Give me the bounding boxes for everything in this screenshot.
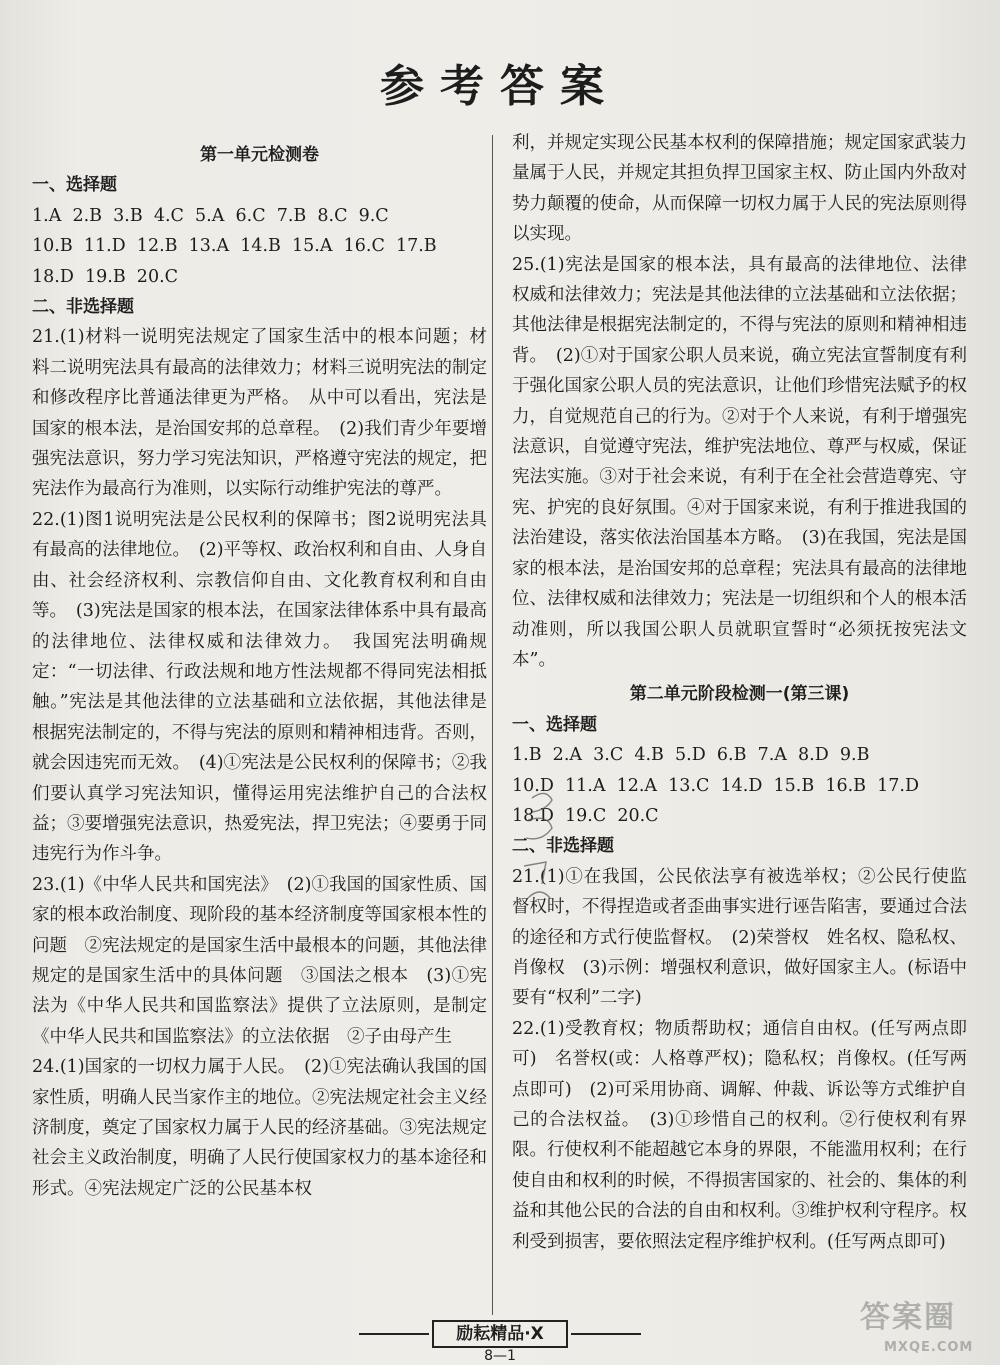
non-choice-heading: 二、非选择题 <box>32 297 134 318</box>
choice-answers-line: 10.B 11.D 12.B 13.A 14.B 15.A 16.C 17.B <box>32 236 437 257</box>
watermark-logo <box>858 1290 974 1362</box>
answer-item-21: 21.(1)①在我国，公民依法享有被选举权；②公民行使监督权时，不得捏造或者歪曲事实进行诬告陷害，要通过合法的途径和方式行使监督权。 (2)荣誉权 姓名权、隐私权、肖像权 (3)示例：增强权利意识，做好国家主人。(标语中要有“权利”二字) <box>512 866 967 1009</box>
answer-item-22: 22.(1)受教育权；物质帮助权；通信自由权。(任写两点即可) 名誉权(或：人格尊严权)；隐私权；肖像权。(任写两点即可) (2)可采用协商、调解、仲裁、诉讼等方式维护自己的合法权益。 (3)①珍惜自己的权利。②行使权利有界限。行使权利不能超越它本身的界限，不能滥用权利；在行使自由和权利的时候，不得损害国家的、社会的、集体的利益和其他公民的合法的自由和权利。③维护权利守程序。权利受到损害，要依照法定程序维护权利。(任写两点即可) <box>512 1018 967 1252</box>
choice-answers-line: 1.B 2.A 3.C 4.B 5.D 6.B 7.A 8.D 9.B <box>512 745 870 766</box>
choice-answers-line: 10.D 11.A 12.A 13.C 14.D 15.B 16.B 17.D <box>512 775 920 796</box>
answer-item-25: 25.(1)宪法是国家的根本法，具有最高的法律地位、法律权威和法律效力；宪法是其他法律的立法基础和立法依据；其他法律是根据宪法制定的，不得与宪法的原则和精神相违背。 (2)①对于国家公职人员来说，确立宪法宣誓制度有利于强化国家公职人员的宪法意识，让他们珍惜宪法赋予的权力，自觉规范自己的行为。②对于个人来说，有利于增强宪法意识，自觉遵守宪法，维护宪法地位、尊严与权威，保证宪法实施。③对于社会来说，有利于在全社会营造尊宪、守宪、护宪的良好氛围。④对于国家来说，有利于推进我国的法治建设，落实依法治国基本方略。 (3)在我国，宪法是国家的根本法，是治国安邦的总章程；宪法具有最高的法律地位、法律权威和法律效力；宪法是一切组织和个人的根本活动准则，所以我国公职人员就职宣誓时“必须抚按宪法文本”。 <box>512 254 967 670</box>
choice-answers-line: 18.D 19.C 20.C <box>512 805 659 826</box>
footer-brand: 励耘精品·X <box>432 1320 568 1348</box>
watermark-main: 答案圈 <box>860 1300 956 1335</box>
answer-item-22: 22.(1)图1说明宪法是公民权利的保障书；图2说明宪法具有最高的法律地位。 (2)平等权、政治权利和自由、人身自由、社会经济权利、宗教信仰自由、文化教育权利和自由等。 (3)宪法是国家的根本法，在国家法律体系中具有最高的法律地位、法律权威和法律效力。 我国宪法明确规定：“一切法律、行政法规和地方性法规都不得同宪法相抵触。”宪法是其他法律的立法基础和立法依据，其他法律是根据宪法制定的，不得与宪法的原则和精神相违背。否则，就会因违宪而无效。 (4)①宪法是公民权利的保障书；②我们要认真学习宪法知识，懂得运用宪法维护自己的合法权益；③要增强宪法意识，热爱宪法，捍卫宪法；④要勇于同违宪行为作斗争。 <box>32 509 487 865</box>
handwriting-scribble <box>510 780 590 920</box>
right-column <box>512 128 967 1257</box>
answer-item-24: 24.(1)国家的一切权力属于人民。 (2)①宪法确认我国的国家性质，明确人民当家作主的地位。②宪法规定社会主义经济制度，奠定了国家权力属于人民的经济基础。③宪法规定社会主义政治制度，明确了人民行使国家权力的基本途径和形式。④宪法规定广泛的公民基本权 <box>32 1057 487 1199</box>
answer-item-23: 23.(1)《中华人民共和国宪法》 (2)①我国的国家性质、国家的根本政治制度、现阶段的基本经济制度等国家根本性的问题 ②宪法规定的是国家生活中最根本的问题，其他法律规定的是国家生活中的具体问题 ③国法之根本 (3)①宪法为《中华人民共和国监察法》提供了立法原则，是制定《中华人民共和国监察法》的立法依据 ②子由母产生 <box>32 874 487 1047</box>
choice-heading: 一、选择题 <box>512 714 597 735</box>
choice-answers-line: 18.D 19.B 20.C <box>32 266 179 287</box>
page-title: 参考答案 <box>380 61 620 112</box>
column-divider <box>492 135 493 1315</box>
page-number: 8—1 <box>484 1348 516 1364</box>
choice-heading: 一、选择题 <box>32 175 117 196</box>
watermark-sub: MXQE.COM <box>884 1340 974 1355</box>
non-choice-heading: 二、非选择题 <box>512 836 614 857</box>
answer-item-21: 21.(1)材料一说明宪法规定了国家生活中的根本问题；材料二说明宪法具有最高的法律效力；材料三说明宪法的制定和修改程序比普通法律更为严格。 从中可以看出，宪法是国家的根本法，是治国安邦的总章程。 (2)我们青少年要增强宪法意识，努力学习宪法知识，严格遵守宪法的规定，把宪法作为最高行为准则，以实际行动维护宪法的尊严。 <box>32 327 487 500</box>
answer-item-24-continued: 利，并规定实现公民基本权利的保障措施；规定国家武装力量属于人民，并规定其担负捍卫国家主权、防止国内外敌对势力颠覆的使命，从而保障一切权力属于人民的宪法原则得以实现。 <box>512 133 967 245</box>
left-column <box>32 140 487 1204</box>
choice-answers-line: 1.A 2.B 3.B 4.C 5.A 6.C 7.B 8.C 9.C <box>32 205 389 226</box>
section-title-unit1: 第一单元检测卷 <box>200 145 319 165</box>
section-title-unit2: 第二单元阶段检测一(第三课) <box>629 684 850 705</box>
